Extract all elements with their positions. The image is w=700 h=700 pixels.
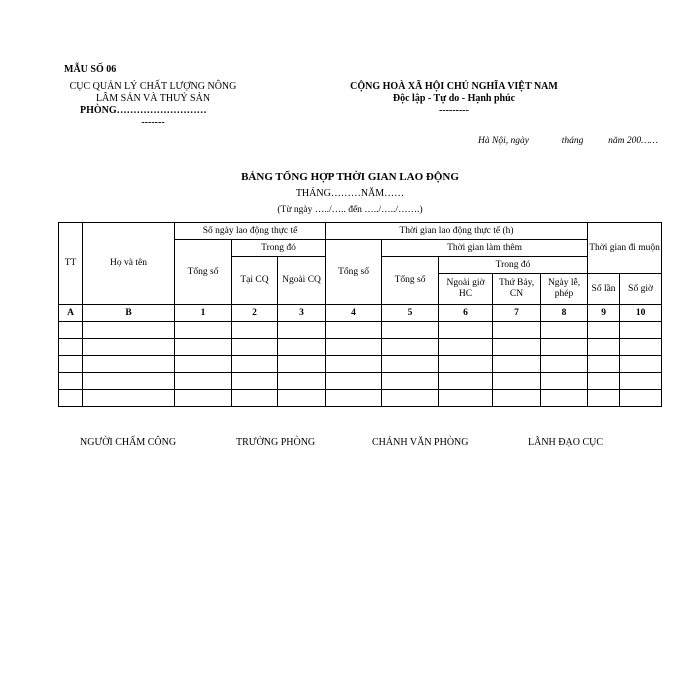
table-row (59, 373, 662, 390)
header-outside-office: Ngoài CQ (278, 257, 326, 305)
nation-rule: --------- (439, 105, 469, 116)
header-tt: TT (59, 223, 83, 305)
national-header (300, 81, 608, 117)
header-actual-workdays: Số ngày lao động thực tế (175, 223, 326, 240)
table-row (59, 356, 662, 373)
header-overtime: Thời gian làm thêm (382, 240, 588, 257)
table-row (59, 339, 662, 356)
header-late-time: Thời gian đi muộn (588, 223, 662, 274)
header-weekend: Thứ Bảy, CN (493, 274, 541, 305)
nation-motto: Độc lập - Tự do - Hạnh phúc (392, 93, 516, 104)
index-cell: 2 (232, 305, 278, 322)
header-overtime-total: Tổng số (382, 257, 439, 305)
index-cell: 7 (493, 305, 541, 322)
header-after-hours: Ngoài giờ HC (439, 274, 493, 305)
timesheet-table (58, 222, 662, 407)
index-cell: 10 (620, 305, 662, 322)
department-line: PHÒNG……………………… (80, 105, 207, 116)
table-row (59, 390, 662, 407)
organization-line-1: CỤC QUẢN LÝ CHẤT LƯỢNG NÔNG (69, 81, 237, 92)
form-code: MẪU SỐ 06 (64, 64, 117, 75)
header-overtime-of-which: Trong đó (439, 257, 588, 274)
index-cell: 6 (439, 305, 493, 322)
header-days-total: Tổng số (175, 240, 232, 305)
signature-office-chief: CHÁNH VĂN PHÒNG (372, 437, 469, 448)
date-line (478, 136, 658, 146)
index-cell: 8 (541, 305, 588, 322)
index-cell: 1 (175, 305, 232, 322)
header-actual-work-hours: Thời gian lao động thực tế (h) (326, 223, 588, 240)
organization-line-2: LÂM SẢN VÀ THUỶ SẢN (95, 93, 211, 104)
header-days-of-which: Trong đó (232, 240, 326, 257)
index-cell: A (59, 305, 83, 322)
header-full-name: Họ và tên (83, 223, 175, 305)
date-month: tháng (561, 136, 584, 146)
header-hours-total: Tổng số (326, 240, 382, 305)
report-date-range: (Từ ngày …../….. đến …../…../…….) (277, 205, 423, 215)
index-cell: B (83, 305, 175, 322)
signature-director: LÃNH ĐẠO CỤC (528, 437, 603, 448)
index-cell: 9 (588, 305, 620, 322)
header-at-office: Tại CQ (232, 257, 278, 305)
table-row (59, 322, 662, 339)
organization-header (58, 81, 248, 129)
header-late-times: Số lần (588, 274, 620, 305)
index-cell: 4 (326, 305, 382, 322)
report-month-line: THÁNG………NĂM…… (295, 188, 405, 199)
signature-department-head: TRƯỞNG PHÒNG (236, 437, 316, 448)
index-cell: 3 (278, 305, 326, 322)
signature-timekeeper: NGƯỜI CHẤM CÔNG (80, 437, 177, 448)
column-index-row (59, 305, 662, 322)
date-place: Hà Nội, ngày (478, 136, 529, 146)
date-year: năm 200…… (608, 136, 658, 146)
header-late-hours: Số giờ (620, 274, 662, 305)
report-title: BẢNG TỔNG HỢP THỜI GIAN LAO ĐỘNG (241, 171, 459, 183)
header-holiday: Ngày lễ, phép (541, 274, 588, 305)
index-cell: 5 (382, 305, 439, 322)
nation-name: CỘNG HOÀ XÃ HỘI CHỦ NGHĨA VIỆT NAM (350, 81, 558, 92)
organization-rule: ------- (141, 117, 165, 128)
